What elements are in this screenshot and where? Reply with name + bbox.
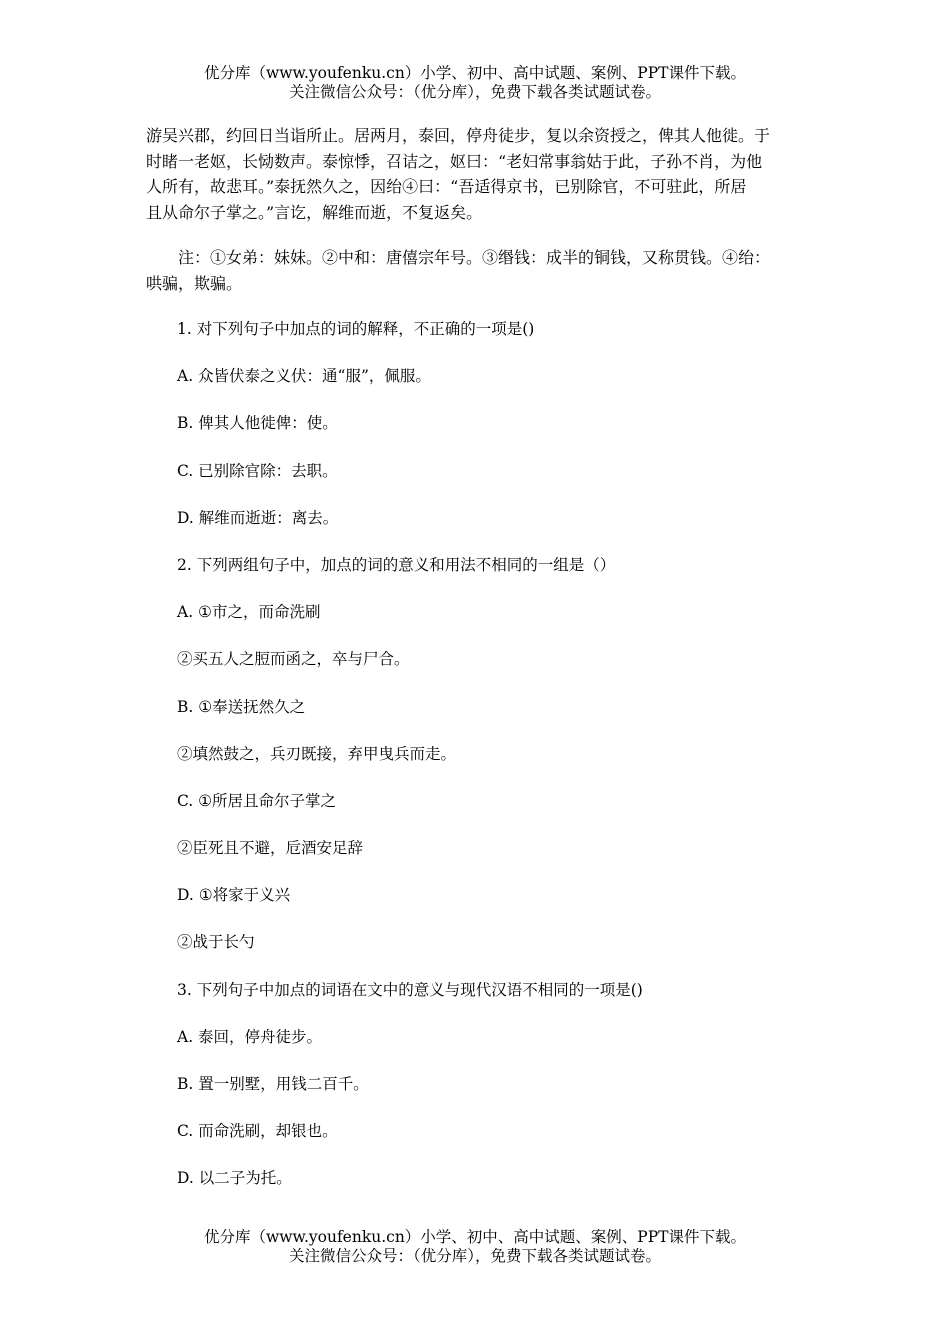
question-1-option-c: C. 已别除官除：去职。 <box>177 461 338 480</box>
question-list <box>177 318 817 1215</box>
passage-paragraph <box>146 123 806 225</box>
question-2-option-d-2: ②战于长勺 <box>177 933 255 952</box>
question-2-option-b-1: B. ①奉送抚然久之 <box>177 697 306 716</box>
question-2-stem: 2. 下列两组句子中，加点的词的意义和用法不相同的一组是（） <box>177 555 616 574</box>
question-3-option-b: B. 置一别墅，用钱二百千。 <box>177 1075 369 1093</box>
header-line-2: 关注微信公众号：（优分库），免费下载各类试题试卷。 <box>288 83 661 101</box>
passage-line: 且从命尔子掌之。”言讫，解维而逝，不复返矣。 <box>146 202 483 222</box>
question-2-option-b-2: ②填然鼓之，兵刃既接，弃甲曳兵而走。 <box>177 744 457 763</box>
question-2-option-a-1: A. ①市之，而命洗刷 <box>177 603 321 622</box>
page-header <box>0 64 950 102</box>
question-1-stem: 1. 对下列句子中加点的词的解释，不正确的一项是() <box>177 320 535 338</box>
note-line-2: 哄骗，欺骗。 <box>146 273 243 293</box>
question-3-option-c: C. 而命洗刷，却银也。 <box>177 1122 338 1141</box>
question-3-option-d: D. 以二子为托。 <box>177 1169 292 1188</box>
question-2-option-d-1: D. ①将家于义兴 <box>177 886 291 905</box>
footer-line-1: 优分库（www.youfenku.cn）小学、初中、高中试题、案例、PPT课件下载。 <box>203 1228 747 1246</box>
footer-line-2: 关注微信公众号：（优分库），免费下载各类试题试卷。 <box>288 1247 661 1265</box>
header-line-1: 优分库（www.youfenku.cn）小学、初中、高中试题、案例、PPT课件下载。 <box>203 64 747 82</box>
passage-line: 游吴兴郡，约回日当诣所止。居两月，泰回，停舟徒步，复以余资授之，俾其人他徙。于 <box>146 126 771 145</box>
question-1-option-d: D. 解维而逝逝：离去。 <box>177 508 339 527</box>
annotation-note <box>146 245 806 296</box>
question-3-option-a: A. 泰回，停舟徒步。 <box>177 1027 323 1046</box>
page-footer <box>0 1228 950 1266</box>
passage-line: 人所有，故悲耳。”泰抚然久之，因绐④曰：“吾适得京书，已别除官，不可驻此，所居 <box>146 177 747 196</box>
question-2-option-c-1: C. ①所居且命尔子掌之 <box>177 791 337 810</box>
question-2-option-a-2: ②买五人之脰而函之，卒与尸合。 <box>177 650 410 669</box>
question-1-option-b: B. 俾其人他徙俾：使。 <box>177 414 338 433</box>
question-1-option-a: A. 众皆伏泰之义伏：通“服”，佩服。 <box>177 367 431 386</box>
question-2-option-c-2: ②臣死且不避，卮酒安足辞 <box>177 839 364 858</box>
question-3-stem: 3. 下列句子中加点的词语在文中的意义与现代汉语不相同的一项是() <box>177 980 643 999</box>
passage-line: 时睹一老妪，长恸数声。泰惊悸，召诘之，妪曰：“老妇常事翁姑于此，子孙不肖，为他 <box>146 151 763 171</box>
note-line-1: 注：①女弟：妹妹。②中和：唐僖宗年号。③缗钱：成半的铜钱，又称贯钱。④绐： <box>178 248 771 267</box>
